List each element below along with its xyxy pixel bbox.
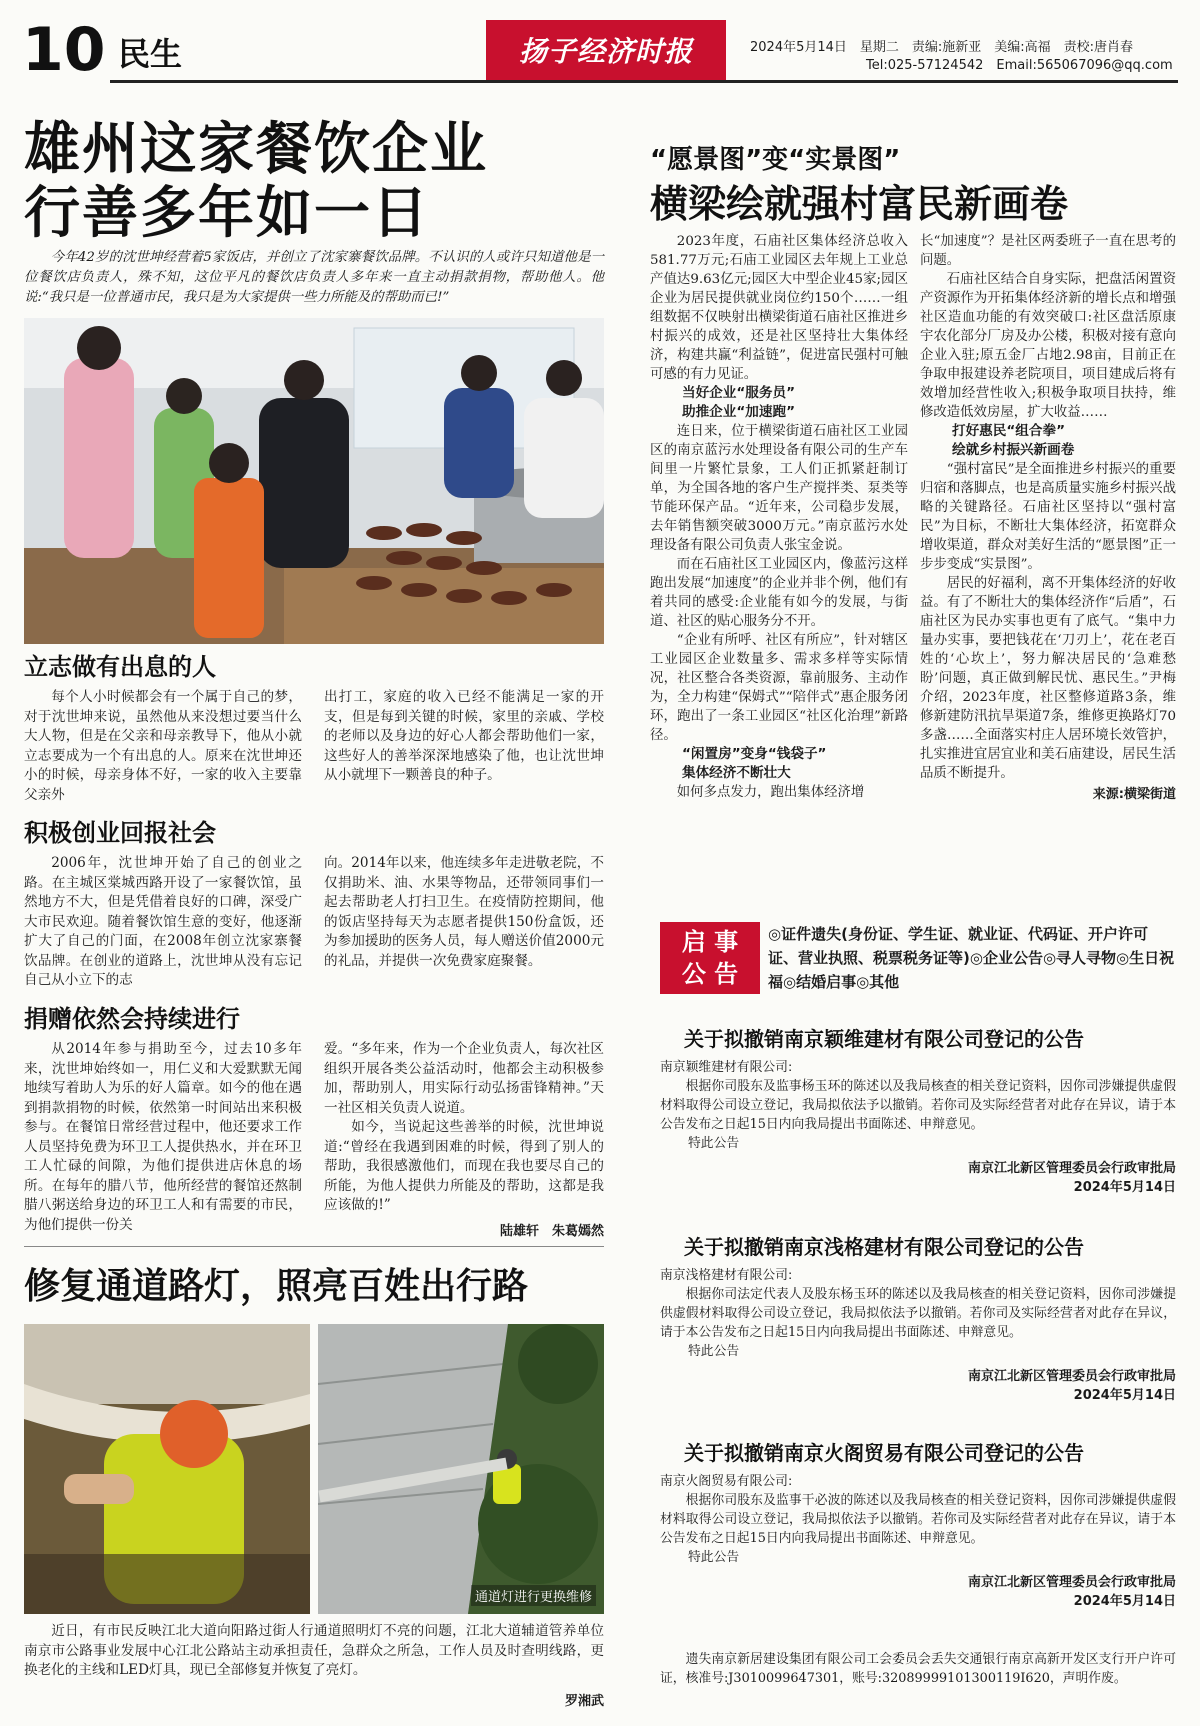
- page-number: 10: [22, 15, 106, 85]
- story3-col1-sub2b: 集体经济不断壮大: [682, 765, 791, 781]
- story1-headline-line2: 行善多年如一日: [24, 181, 430, 246]
- date-line: 2024年5月14日 星期二 责编:施新亚 美编:高福 责校:唐肖春: [750, 40, 1134, 55]
- story3-col1-sub1a: 当好企业“服务员”: [682, 385, 796, 401]
- notice-categories: ◎证件遗失(身份证、学生证、就业证、代码证、开户许可证、营业执照、税票税务证等)◎企业公告◎寻人寻物◎生日祝福◎结婚启事◎其他: [768, 925, 1175, 991]
- notice-date: 2024年5月14日: [1073, 1180, 1176, 1195]
- story1-section1-col2: 出打工，家庭的收入已经不能满足一家的开支，但是每到关键的时候，家里的亲戚、学校的老师以及身边的好心人都会帮助他们一家，这些好人的善举深深地感染了他，也让沈世坤从小就埋下一颗善良的种子。: [324, 689, 604, 783]
- story3-col2-p1: 长“加速度”？是社区两委班子一直在思考的问题。: [920, 234, 1176, 268]
- notice-item: [660, 1234, 1176, 1403]
- notice-addressee: 南京火阁贸易有限公司:: [660, 1474, 793, 1489]
- story3-col2-p4: 居民的好福利，离不开集体经济的好收益。有了不断壮大的集体经济作“后盾”，石庙社区为民办实事也更有了底气。“集中力量办实事，要把钱花在‘刀刃上’，花在老百姓的‘心坎上’，努力解决居民的‘急难愁盼’问题，真正做到解民忧、惠民生。”尹梅介绍，2023年度，社区整修道路3条，维修新建防汛抗旱渠道7条，维修更换路灯70多盏……全面落实村庄人居环境长效管护，扎实推进宜居宜业和美石庙建设，居民生活品质不断提升。: [920, 576, 1176, 781]
- story-divider: [24, 1246, 604, 1247]
- notice-body: 根据你司股东及监事干必波的陈述以及我局核查的相关登记资料，因你司涉嫌提供虚假材料取得公司设立登记，我局拟依法予以撤销。若你司及实际经营者对此存在异议，请于本公告发布之日起15日内向我局提出书面陈述、申辩意见。: [660, 1493, 1176, 1546]
- story1-byline: 陆雄轩 朱葛嫣然: [499, 1223, 604, 1239]
- notice-issuer: 南京江北新区管理委员会行政审批局: [967, 1369, 1176, 1384]
- story3-col1-p4: “企业有所呼、社区有所应”，针对辖区工业园区企业数量多、需求多样等实际情况，社区整合各类资源，靠前服务、主动作为，全力构建“保姆式”“陪伴式”惠企服务闭环，跑出了一条工业园区“社区化治理”新路径。: [650, 633, 908, 743]
- story1-headline: [24, 118, 488, 246]
- story1-lead: 今年42岁的沈世坤经营着5家饭店，并创立了沈家寨餐饮品牌。不认识的人或许只知道他是一位餐饮店负责人，殊不知，这位平凡的餐饮店负责人多年来一直主动捐款捐物，帮助他人。他说:“我只是一位普通市民，我只是为大家提供一些力所能及的帮助而已!”: [24, 250, 604, 305]
- story1-section1-title: 立志做有出息的人: [24, 653, 216, 681]
- story1-section2-col2: 向。2014年以来，他连续多年走进敬老院，不仅捐助米、油、水果等物品，还带领同事们一起去帮助老人打扫卫生。在疫情防控期间，他的饭店坚持每天为志愿者提供150份盒饭，还为参加援助的医务人员，每人赠送价值2000元的礼品，并提供一次免费家庭聚餐。: [324, 855, 604, 969]
- story2-byline: 罗湘武: [564, 1694, 604, 1709]
- masthead-logo: [486, 20, 726, 80]
- notice-title: 关于拟撤销南京颖维建材有限公司登记的公告: [684, 1027, 1084, 1051]
- story3-col2-sub1b: 绘就乡村振兴新画卷: [952, 442, 1075, 458]
- story2-photo2-caption: 通道灯进行更换维修: [471, 1585, 596, 1606]
- notice-badge-line2: 公 告: [681, 960, 739, 988]
- story3-col1: [650, 232, 908, 802]
- story3-kicker: “愿景图”变“实景图”: [650, 145, 901, 175]
- header-rule: [110, 80, 1178, 83]
- notice-item: [660, 1440, 1176, 1609]
- story2-body: 近日，有市民反映江北大道向阳路过街人行通道照明灯不亮的问题，江北大道辅道管养单位南京市公路事业发展中心江北公路站主动承担责任，急群众之所急，工作人员及时查明线路，更换老化的主线和LED灯具，现已全部修复并恢复了亮灯。: [24, 1623, 604, 1678]
- masthead-logo-text: 扬子经济时报: [518, 35, 693, 68]
- story3-col2-p3: “强村富民”是全面推进乡村振兴的重要归宿和落脚点，也是高质量实施乡村振兴战略的关键路径。石庙社区坚持以“强村富民”为目标，不断壮大集体经济，拓宽群众增收渠道，群众对美好生活的“愿景图”正一步步变成“实景图”。: [920, 462, 1176, 572]
- story1-section3-col1: 从2014年参与捐助至今，过去10多年来，沈世坤始终如一，用仁义和大爱默默无闻地续写着助人为乐的好人篇章。如今的他在遇到捐款捐物的时候，依然第一时间站出来积极参与。在餐馆日常经营过程中，他还要求工作人员坚持免费为环卫工人提供热水，并在环卫工人忙碌的间隙，为他们提供进店休息的场所。在每年的腊八节，他所经营的餐馆还熬制腊八粥送给身边的环卫工人和有需要的市民，为他们提供一份关: [24, 1041, 302, 1233]
- story2-photo1: [24, 1324, 310, 1614]
- notice-title: 关于拟撤销南京火阁贸易有限公司登记的公告: [684, 1441, 1084, 1465]
- notice-closing: 特此公告: [688, 1344, 740, 1359]
- section-name: 民生: [118, 35, 183, 73]
- story3-headline: 横梁绘就强村富民新画卷: [650, 182, 1069, 226]
- story3-col2: [920, 232, 1176, 802]
- notice-closing: 特此公告: [688, 1136, 740, 1151]
- lost-license-notice: 遗失南京新居建设集团有限公司工会委员会丢失交通银行南京高新开发区支行开户许可证，核准号:J3010099647301，账号:32089999101300119I620，声明作废。: [660, 1652, 1176, 1686]
- story1-headline-line1: 雄州这家餐饮企业: [24, 117, 488, 182]
- notice-issuer: 南京江北新区管理委员会行政审批局: [967, 1575, 1176, 1590]
- story3-col1-sub1b: 助推企业“加速跑”: [682, 404, 796, 420]
- story3-source: 来源:横梁街道: [1092, 787, 1176, 802]
- notice-body: 根据你司法定代表人及股东杨玉环的陈述以及我局核查的相关登记资料，因你司涉嫌提供虚假材料取得公司设立登记，我局拟依法予以撤销。若你司及实际经营者对此存在异议，请于本公告发布之日起15日内向我局提出书面陈述、申辩意见。: [660, 1287, 1176, 1340]
- story3-col1-p1: 2023年度，石庙社区集体经济总收入581.77万元;石庙工业园区去年规上工业总产值达9.63亿元;园区大中型企业45家;园区企业为居民提供就业岗位约150个……一组组数据不仅映射出横梁街道石庙社区推进乡村振兴的成效，还是社区坚持壮大集体经济，构建共赢“利益链”，促进富民强村可触可感的有力见证。: [650, 234, 908, 382]
- story3-col1-p5: 如何多点发力，跑出集体经济增: [676, 785, 865, 800]
- story3-col2-p2: 石庙社区结合自身实际，把盘活闲置资产资源作为开拓集体经济新的增长点和增强社区造血功能的有效突破口:社区盘活原康宇农化部分厂房及办公楼，积极对接有意向企业入驻;原五金厂占地2.98亩，目前正在争取申报建设养老院项目，项目建成后将有效增加经营性收入;积极争取项目扶持，维修改造低效房屋，扩大收益……: [920, 272, 1176, 420]
- notice-addressee: 南京浅格建材有限公司:: [660, 1268, 793, 1283]
- story1-photo: [24, 318, 604, 644]
- notice-date: 2024年5月14日: [1073, 1388, 1176, 1403]
- notice-item: [660, 1026, 1176, 1195]
- story1-section2-title: 积极创业回报社会: [24, 819, 216, 847]
- notice-issuer: 南京江北新区管理委员会行政审批局: [967, 1161, 1176, 1176]
- notice-body: 根据你司股东及监事杨玉环的陈述以及我局核查的相关登记资料，因你司涉嫌提供虚假材料取得公司设立登记，我局拟依法予以撤销。若你司及实际经营者对此存在异议，请于本公告发布之日起15日内向我局提出书面陈述、申辩意见。: [660, 1079, 1176, 1132]
- story3-col1-p2: 连日来，位于横梁街道石庙社区工业园区的南京蓝污水处理设备有限公司的生产车间里一片繁忙景象，工人们正抓紧赶制订单，为全国各地的客户生产搅拌类、泵类等节能环保产品。“近年来，公司稳步发展，去年销售额突破3000万元。”南京蓝污水处理设备有限公司负责人张宝金说。: [650, 424, 908, 553]
- contact-line: Tel:025-57124542 Email:565067096@qq.com: [866, 58, 1173, 73]
- story1-section3-col2a: 爱。“多年来，作为一个企业负责人，每次社区组织开展各类公益活动时，他都会主动积极参加，帮助别人，用实际行动弘扬雷锋精神。”天一社区相关负责人说道。: [324, 1041, 604, 1116]
- notice-date: 2024年5月14日: [1073, 1594, 1176, 1609]
- story2-headline: 修复通道路灯，照亮百姓出行路: [24, 1266, 529, 1307]
- notice-title: 关于拟撤销南京浅格建材有限公司登记的公告: [684, 1235, 1084, 1259]
- story1-section3-col2: [324, 1040, 604, 1239]
- story1-section3-col2b: 如今，当说起这些善举的时候，沈世坤说道:“曾经在我遇到困难的时候，得到了别人的帮助，我很感激他们，而现在我也要尽自己的所能，为他人提供力所能及的帮助，这都是我应该做的!”: [324, 1119, 604, 1213]
- story2-photo2: [318, 1324, 604, 1614]
- notice-badge-line1: 启 事: [681, 928, 739, 956]
- notice-closing: 特此公告: [688, 1550, 740, 1565]
- story1-section2-col1: 2006年，沈世坤开始了自己的创业之路。在主城区棠城西路开设了一家餐饮馆，虽然地方不大，但是凭借着良好的口碑，深受广大市民欢迎。随着餐饮馆生意的变好，他逐渐扩大了自己的门面，在2008年创立沈家寨餐饮品牌。在创业的道路上，沈世坤从没有忘记自己从小立下的志: [24, 855, 302, 988]
- story3-col1-sub2a: “闲置房”变身“钱袋子”: [682, 746, 827, 762]
- story1-section3-title: 捐赠依然会持续进行: [24, 1005, 240, 1033]
- story3-col2-sub1a: 打好惠民“组合拳”: [952, 423, 1066, 439]
- notice-board-badge: [660, 922, 760, 994]
- notice-addressee: 南京颖维建材有限公司:: [660, 1060, 793, 1075]
- story1-section1-col1: 每个人小时候都会有一个属于自己的梦，对于沈世坤来说，虽然他从来没想过要当什么大人物，但是在父亲和母亲教导下，他从小就立志要成为一个有出息的人。原来在沈世坤还小的时候，母亲身体不好，一家的收入主要靠父亲外: [24, 689, 302, 803]
- story3-col1-p3: 而在石庙社区工业园区内，像蓝污这样跑出发展“加速度”的企业并非个例，他们有着共同的感受:企业能有如今的发展，与街道、社区的贴心服务分不开。: [650, 557, 908, 629]
